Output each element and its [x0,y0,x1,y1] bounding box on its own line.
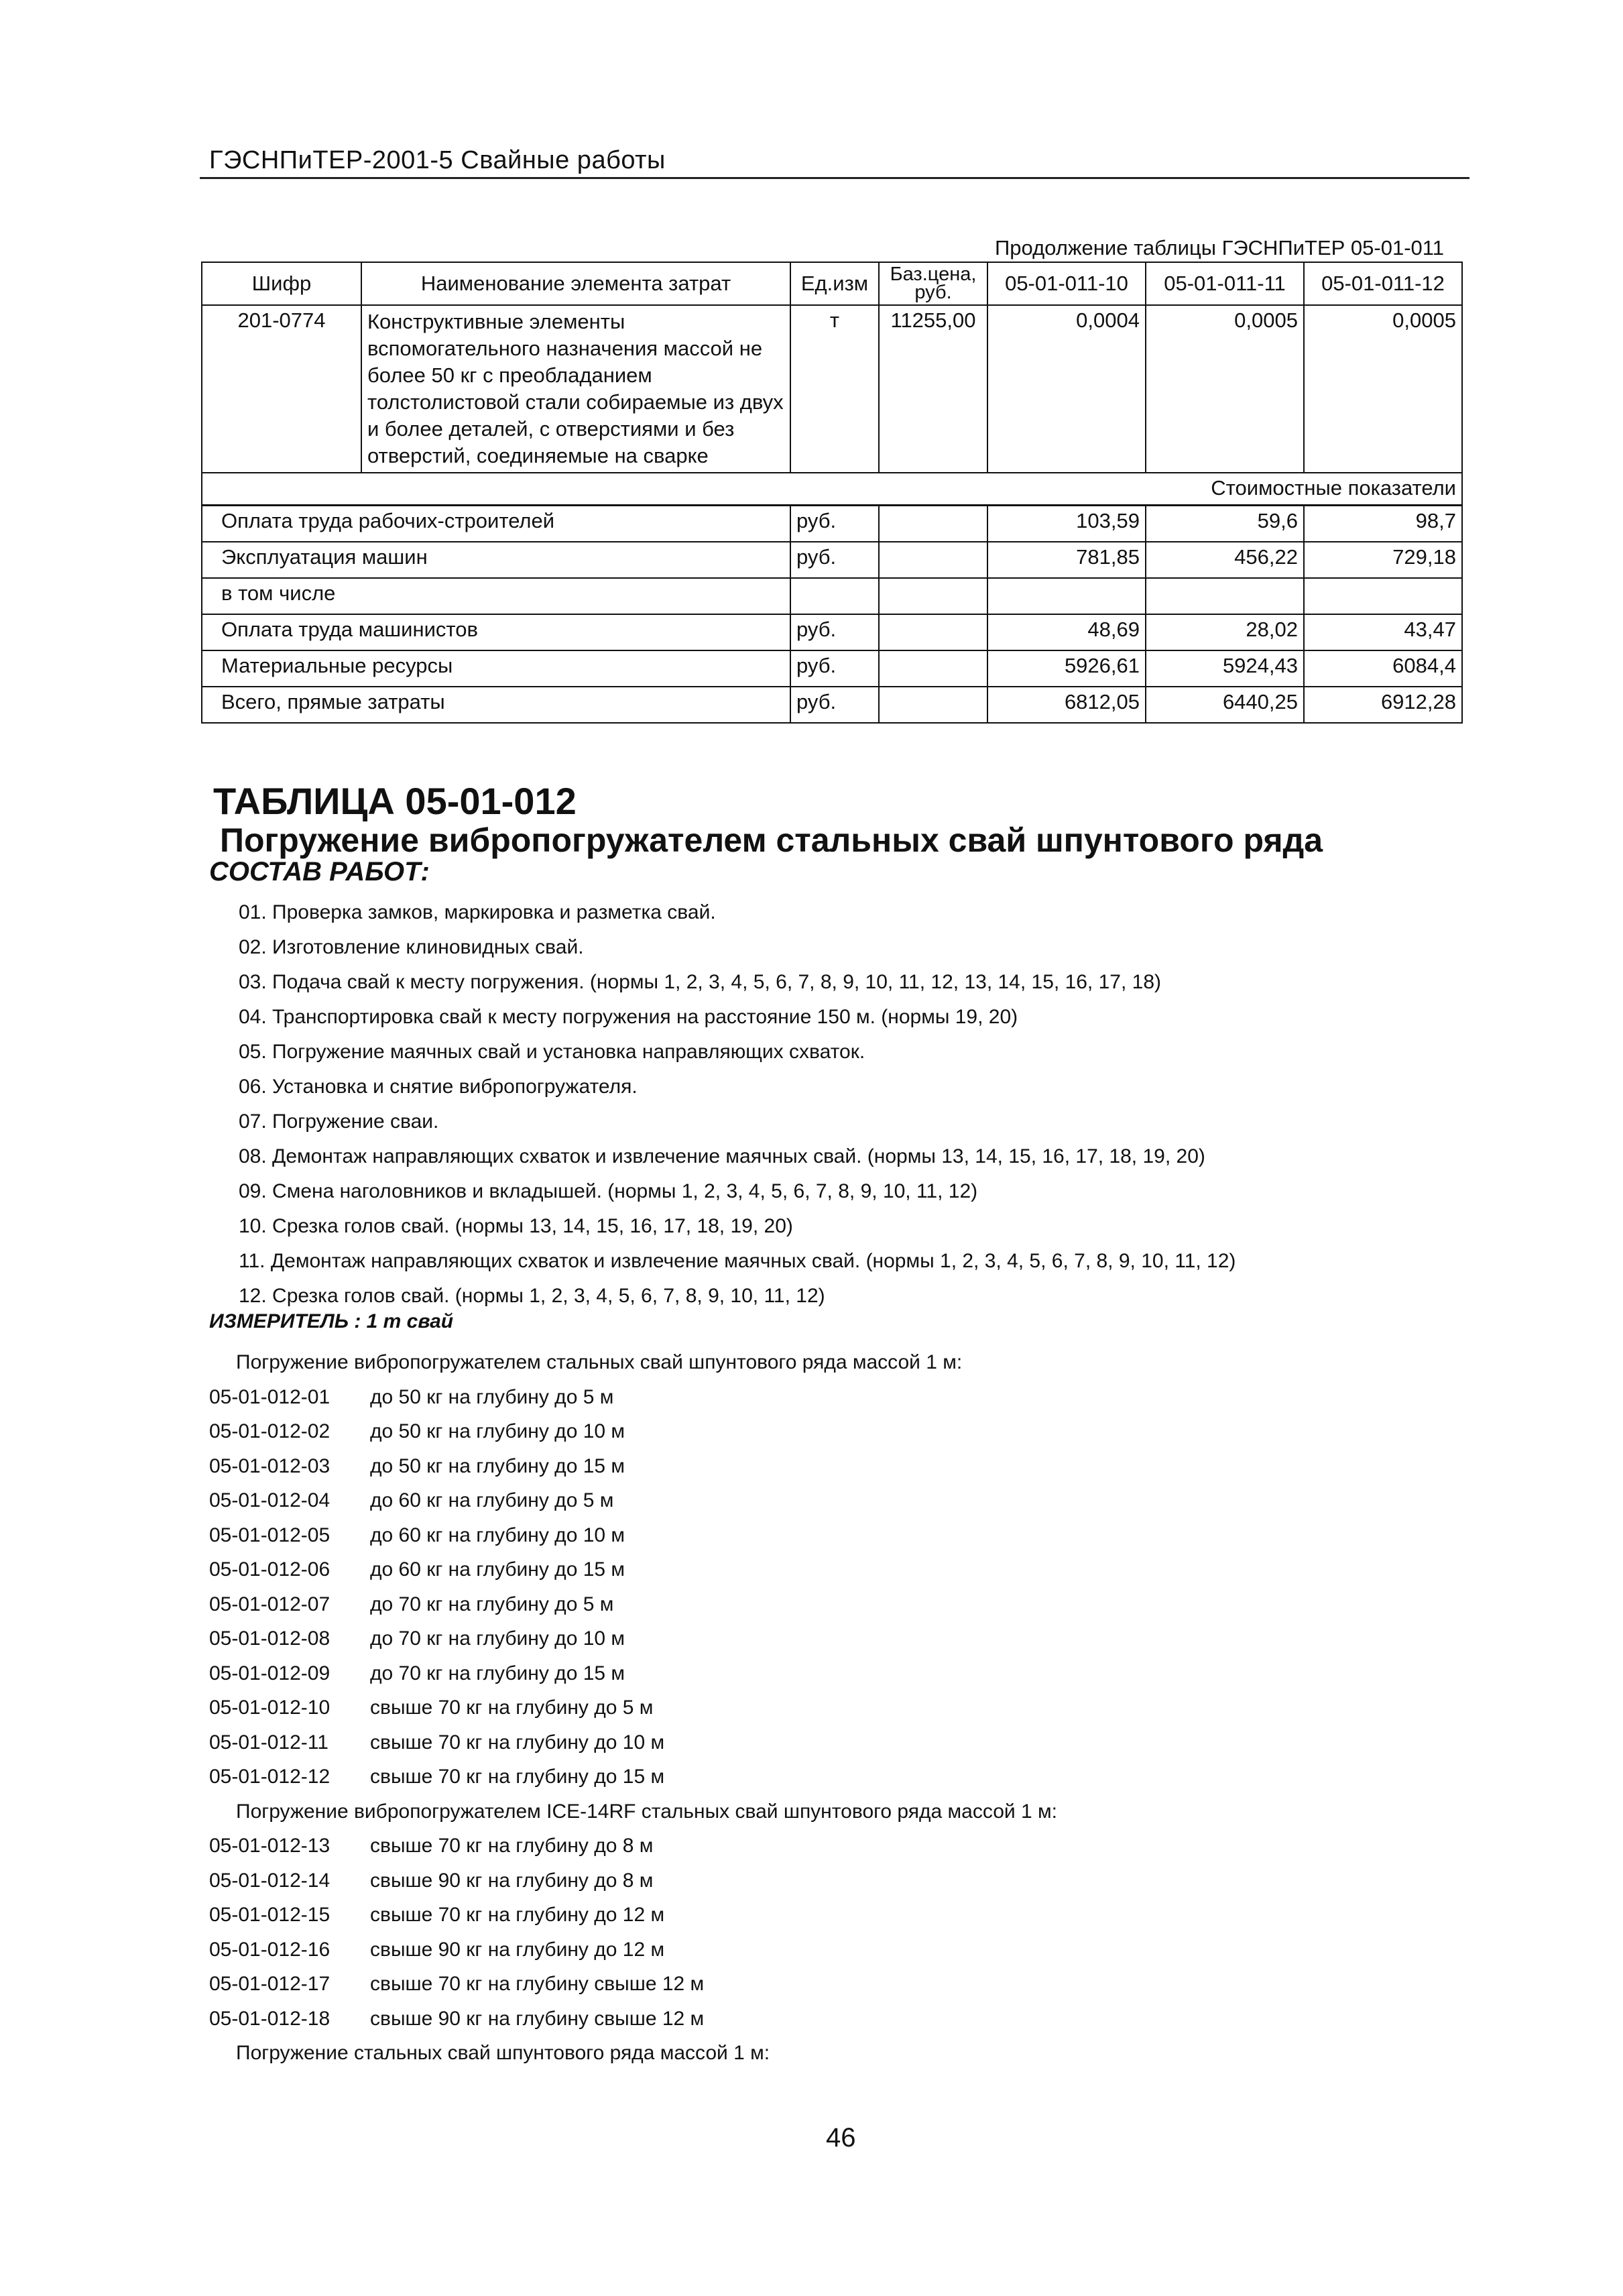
summary-label: в том числе [202,578,790,614]
norm-code: 05-01-012-14 [209,1869,330,1892]
norm-code: 05-01-012-18 [209,2007,330,2030]
measurer-label: ИЗМЕРИТЕЛЬ : 1 т свай [209,1310,454,1332]
summary-price [879,506,987,542]
section-table-id: ТАБЛИЦА 05-01-012 [213,780,577,822]
summary-value-10: 781,85 [987,542,1146,578]
header-price: Баз.цена, руб. [879,262,987,305]
summary-label: Всего, прямые затраты [202,687,790,723]
summary-value-11: 456,22 [1146,542,1304,578]
summary-value-11: 59,6 [1146,506,1304,542]
norm-code: 05-01-012-12 [209,1766,330,1788]
summary-value-10: 103,59 [987,506,1146,542]
norm-group-intro: Погружение вибропогружателем ICE-14RF стальных свай шпунтового ряда массой 1 м: [236,1800,1057,1823]
norm-row [209,1967,1057,2002]
summary-price [879,687,987,723]
norm-row [209,1760,1057,1794]
work-composition-heading: СОСТАВ РАБОТ: [209,857,430,886]
norm-code: 05-01-012-13 [209,1835,330,1857]
norm-desc: до 50 кг на глубину до 10 м [370,1420,625,1442]
norm-code: 05-01-012-01 [209,1385,330,1408]
section-title: Погружение вибропогружателем стальных свай шпунтового ряда [220,821,1323,859]
cost-indicators-row [202,473,1462,506]
work-step: 08. Демонтаж направляющих схваток и извлечение маячных свай. (нормы 13, 14, 15, 16, 17, 18, 19, 20) [239,1145,1205,1167]
norm-row [209,1690,1057,1725]
norm-desc: свыше 70 кг на глубину до 15 м [370,1766,665,1788]
norm-code: 05-01-012-11 [209,1731,328,1754]
norm-group-intro: Погружение вибропогружателем стальных свай шпунтового ряда массой 1 м: [236,1351,963,1373]
summary-price [879,650,987,687]
norm-code: 05-01-012-03 [209,1454,330,1477]
norm-row [209,1898,1057,1933]
norm-desc: до 70 кг на глубину до 5 м [370,1593,614,1615]
norm-code: 05-01-012-05 [209,1524,330,1546]
norm-row [209,1621,1057,1656]
norm-desc: до 60 кг на глубину до 5 м [370,1489,614,1511]
material-value-11: 0,0005 [1146,305,1304,473]
norm-desc: свыше 90 кг на глубину до 12 м [370,1938,665,1961]
summary-unit: руб. [790,506,879,542]
work-step: 03. Подача свай к месту погружения. (нормы 1, 2, 3, 4, 5, 6, 7, 8, 9, 10, 11, 12, 13, 14, 15, 16, 17, 18) [239,971,1162,993]
work-step: 02. Изготовление клиновидных свай. [239,936,584,958]
summary-row [202,578,1462,614]
summary-label: Оплата труда машинистов [202,614,790,650]
work-step: 06. Установка и снятие вибропогружателя. [239,1076,638,1098]
norm-desc: до 70 кг на глубину до 15 м [370,1662,625,1684]
norm-desc: свыше 70 кг на глубину до 5 м [370,1697,654,1719]
summary-value-11 [1146,578,1304,614]
norm-code: 05-01-012-02 [209,1420,330,1442]
cost-indicators-label: Стоимостные показатели [202,473,1462,506]
summary-value-12: 6912,28 [1304,687,1462,723]
header-code: Шифр [202,262,361,305]
work-step: 10. Срезка голов свай. (нормы 13, 14, 15, 16, 17, 18, 19, 20) [239,1215,793,1237]
norm-desc: свыше 90 кг на глубину до 8 м [370,1869,654,1892]
document-header-title: ГЭСНПиТЕР-2001-5 Свайные работы [209,146,666,174]
norm-code: 05-01-012-09 [209,1662,330,1684]
summary-value-11: 28,02 [1146,614,1304,650]
norm-code: 05-01-012-17 [209,1973,330,1995]
work-step: 01. Проверка замков, маркировка и разметка свай. [239,901,716,923]
norm-row [209,1518,1057,1553]
work-step: 11. Демонтаж направляющих схваток и извлечение маячных свай. (нормы 1, 2, 3, 4, 5, 6, 7, 8, 9, 10, 11, 12) [239,1250,1236,1272]
norm-code: 05-01-012-06 [209,1558,330,1581]
header-unit: Ед.изм [790,262,879,305]
work-step: 07. Погружение сваи. [239,1110,439,1133]
norm-row [209,1414,1057,1449]
norm-desc: свыше 70 кг на глубину до 8 м [370,1835,654,1857]
norm-row [209,1933,1057,1967]
summary-unit: руб. [790,687,879,723]
norm-row [209,1449,1057,1484]
summary-row [202,687,1462,723]
norm-row [209,1552,1057,1587]
norm-code: 05-01-012-10 [209,1697,330,1719]
material-code: 201-0774 [202,305,361,473]
material-row [202,305,1462,473]
norm-code: 05-01-012-04 [209,1489,330,1511]
summary-unit [790,578,879,614]
work-step: 09. Смена наголовников и вкладышей. (нормы 1, 2, 3, 4, 5, 6, 7, 8, 9, 10, 11, 12) [239,1180,978,1202]
norm-row [209,1863,1057,1898]
summary-label: Оплата труда рабочих-строителей [202,506,790,542]
norm-code: 05-01-012-08 [209,1627,330,1650]
norm-code: 05-01-012-07 [209,1593,330,1615]
summary-value-10: 6812,05 [987,687,1146,723]
norm-desc: до 60 кг на глубину до 10 м [370,1524,625,1546]
norm-desc: до 50 кг на глубину до 15 м [370,1454,625,1477]
norm-desc: до 70 кг на глубину до 10 м [370,1627,625,1650]
summary-value-12: 729,18 [1304,542,1462,578]
norm-desc: свыше 90 кг на глубину свыше 12 м [370,2007,705,2030]
material-unit: т [790,305,879,473]
material-price: 11255,00 [879,305,987,473]
summary-value-12: 6084,4 [1304,650,1462,687]
summary-value-11: 6440,25 [1146,687,1304,723]
work-steps-list [239,895,1236,1314]
summary-row [202,506,1462,542]
table-continuation-caption: Продолжение таблицы ГЭСНПиТЕР 05-01-011 [995,236,1444,260]
work-step: 12. Срезка голов свай. (нормы 1, 2, 3, 4, 5, 6, 7, 8, 9, 10, 11, 12) [239,1285,825,1307]
table-header-row [202,262,1462,305]
summary-price [879,542,987,578]
summary-row [202,650,1462,687]
norm-desc: свыше 70 кг на глубину до 10 м [370,1731,665,1754]
summary-unit: руб. [790,614,879,650]
norms-list [209,1345,1057,2071]
summary-row [202,614,1462,650]
work-step: 04. Транспортировка свай к месту погружения на расстояние 150 м. (нормы 19, 20) [239,1006,1018,1028]
header-norm-11: 05-01-011-11 [1146,262,1304,305]
summary-value-12: 98,7 [1304,506,1462,542]
summary-price [879,614,987,650]
norm-row [209,1829,1057,1863]
cost-table [201,262,1463,724]
summary-value-12 [1304,578,1462,614]
norm-desc: свыше 70 кг на глубину до 12 м [370,1904,665,1926]
summary-label: Эксплуатация машин [202,542,790,578]
summary-label: Материальные ресурсы [202,650,790,687]
summary-row [202,542,1462,578]
header-norm-12: 05-01-011-12 [1304,262,1462,305]
norm-row [209,1380,1057,1415]
norm-row [209,1725,1057,1760]
norm-desc: до 50 кг на глубину до 5 м [370,1385,614,1408]
norm-row [209,1656,1057,1691]
summary-price [879,578,987,614]
summary-unit: руб. [790,650,879,687]
norm-code: 05-01-012-15 [209,1904,330,1926]
norm-code: 05-01-012-16 [209,1938,330,1961]
header-divider [200,177,1469,179]
summary-value-10: 48,69 [987,614,1146,650]
summary-value-11: 5924,43 [1146,650,1304,687]
page-number: 46 [826,2123,856,2152]
summary-value-10 [987,578,1146,614]
summary-value-12: 43,47 [1304,614,1462,650]
work-step: 05. Погружение маячных свай и установка направляющих схваток. [239,1041,865,1063]
header-norm-10: 05-01-011-10 [987,262,1146,305]
material-name: Конструктивные элементы вспомогательного назначения массой не более 50 кг с преобладанием толстолистовой стали собираемые из двух и более деталей, с отверстиями и без отверстий, соединяемые на сварке [361,305,790,473]
norm-row [209,1483,1057,1518]
norm-row [209,2002,1057,2036]
norm-group-intro: Погружение стальных свай шпунтового ряда массой 1 м: [236,2042,770,2064]
summary-value-10: 5926,61 [987,650,1146,687]
material-value-10: 0,0004 [987,305,1146,473]
norm-desc: до 60 кг на глубину до 15 м [370,1558,625,1581]
header-name: Наименование элемента затрат [361,262,790,305]
summary-unit: руб. [790,542,879,578]
norm-row [209,1587,1057,1622]
material-value-12: 0,0005 [1304,305,1462,473]
norm-desc: свыше 70 кг на глубину свыше 12 м [370,1973,705,1995]
